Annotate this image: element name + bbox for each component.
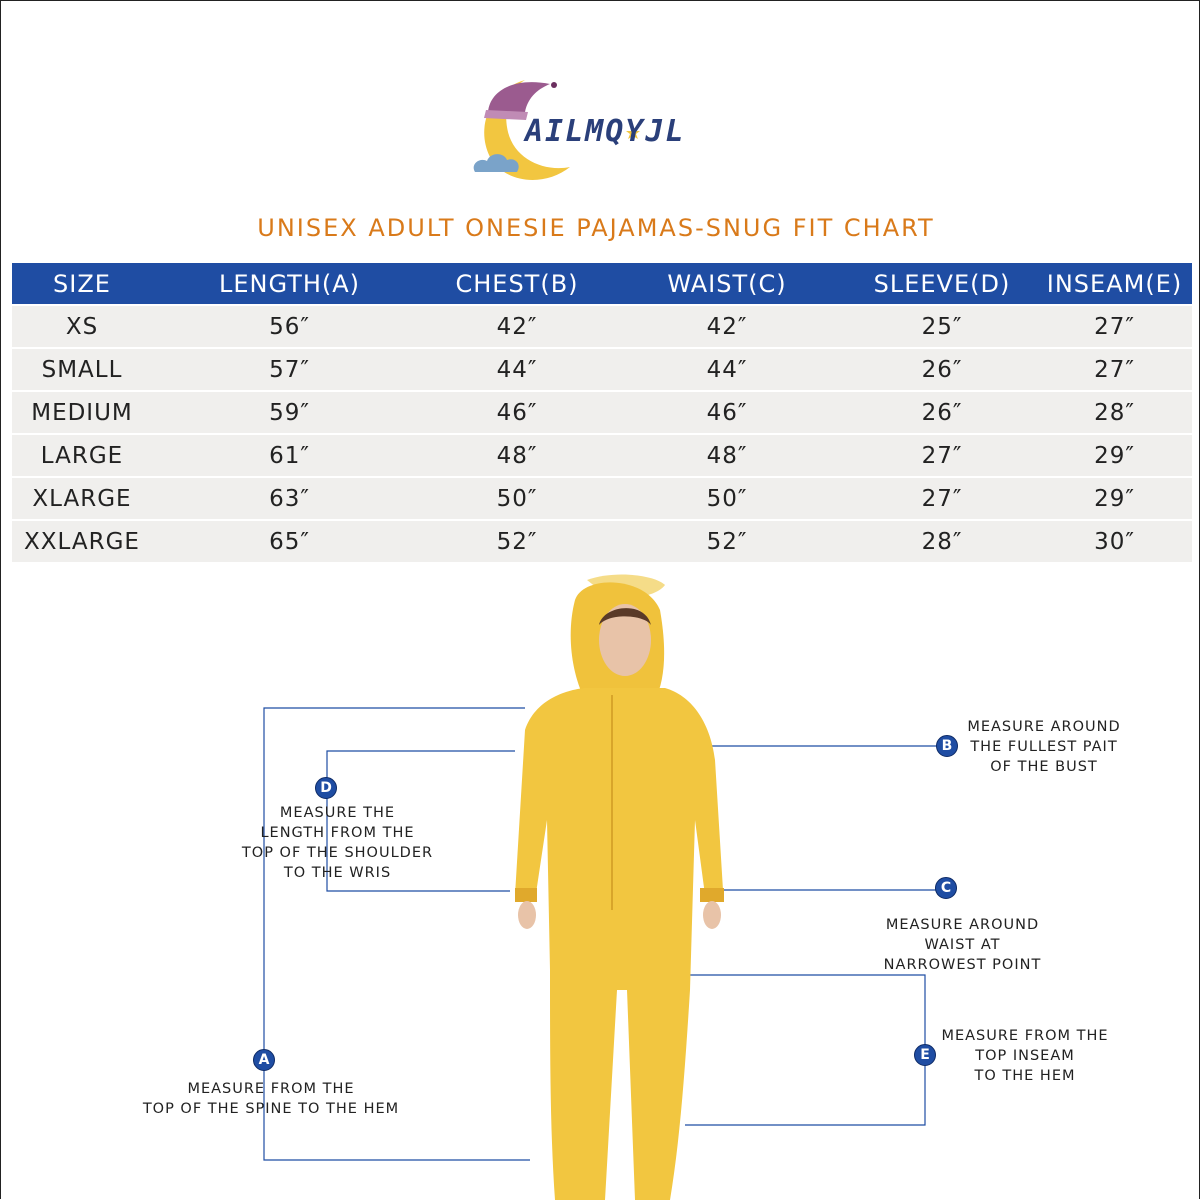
annotation-e [940, 1026, 1110, 1086]
cell-chest: 50″ [496, 485, 538, 512]
annotation-d [240, 803, 435, 883]
table-row [12, 306, 1192, 347]
cell-inseam: 29″ [1094, 442, 1135, 469]
cell-sleeve: 27″ [921, 442, 963, 469]
header-waist: WAIST(C) [667, 269, 787, 298]
cell-inseam: 29″ [1094, 485, 1135, 512]
table-row [12, 478, 1192, 519]
annotation-d-line: TOP OF THE SHOULDER [241, 845, 434, 861]
badge-e: E [914, 1044, 936, 1066]
annotation-c [880, 915, 1045, 975]
measurement-figure [0, 570, 1200, 1200]
brand-name: AILMQYJL [525, 114, 686, 149]
badge-b: B [936, 735, 958, 757]
header-chest: CHEST(B) [455, 269, 579, 298]
cell-size: SMALL [41, 356, 123, 383]
cell-inseam: 28″ [1094, 399, 1135, 426]
cell-size: XS [65, 313, 99, 340]
annotation-b-line: OF THE BUST [990, 759, 1098, 775]
cell-sleeve: 26″ [921, 356, 963, 383]
annotation-a-line: MEASURE FROM THE [187, 1081, 355, 1097]
cell-length: 61″ [269, 442, 310, 469]
header-sleeve: SLEEVE(D) [873, 269, 1011, 298]
cell-sleeve: 25″ [921, 313, 963, 340]
chart-title: UNISEX ADULT ONESIE PAJAMAS-SNUG FIT CHART [257, 214, 935, 242]
cell-chest: 48″ [496, 442, 538, 469]
cell-waist: 50″ [706, 485, 748, 512]
annotation-d-line: MEASURE THE [279, 805, 396, 821]
annotation-a [140, 1079, 402, 1119]
cell-length: 56″ [269, 313, 310, 340]
cell-chest: 44″ [496, 356, 538, 383]
cell-waist: 46″ [706, 399, 748, 426]
header-size: SIZE [53, 269, 111, 298]
cell-chest: 46″ [496, 399, 538, 426]
annotation-b [964, 717, 1124, 777]
table-row [12, 521, 1192, 562]
cell-waist: 48″ [706, 442, 748, 469]
table-header-row [12, 263, 1192, 304]
table-row [12, 435, 1192, 476]
cell-inseam: 27″ [1094, 313, 1135, 340]
header-inseam: INSEAM(E) [1046, 269, 1183, 298]
cell-waist: 42″ [706, 313, 748, 340]
table-row [12, 349, 1192, 390]
cell-chest: 42″ [496, 313, 538, 340]
annotation-b-line: THE FULLEST PAIT [970, 739, 1118, 755]
badge-c: C [935, 877, 957, 899]
cell-length: 63″ [269, 485, 310, 512]
annotation-c-line: WAIST AT [924, 937, 1001, 953]
annotation-d-line: LENGTH FROM THE [260, 825, 415, 841]
annotation-d-line: TO THE WRIS [283, 865, 392, 881]
cell-length: 57″ [269, 356, 310, 383]
badge-d: D [315, 777, 337, 799]
cell-size: MEDIUM [31, 399, 133, 426]
cell-inseam: 30″ [1094, 528, 1135, 555]
cell-size: LARGE [40, 442, 124, 469]
annotation-e-line: TO THE HEM [974, 1068, 1076, 1084]
table-row [12, 392, 1192, 433]
badge-a: A [253, 1049, 275, 1071]
onesie-model-image [495, 570, 755, 1200]
cell-waist: 44″ [706, 356, 748, 383]
annotation-b-line: MEASURE AROUND [967, 719, 1121, 735]
annotation-e-line: TOP INSEAM [975, 1048, 1075, 1064]
cell-length: 65″ [269, 528, 310, 555]
annotation-c-line: MEASURE AROUND [885, 917, 1040, 933]
size-chart-table [12, 263, 1192, 562]
cell-size: XLARGE [32, 485, 132, 512]
annotation-c-line: NARROWEST POINT [883, 957, 1042, 973]
cell-sleeve: 28″ [921, 528, 963, 555]
cell-length: 59″ [269, 399, 310, 426]
cell-sleeve: 26″ [921, 399, 963, 426]
cell-size: XXLARGE [24, 528, 140, 555]
cell-inseam: 27″ [1094, 356, 1135, 383]
cell-chest: 52″ [496, 528, 538, 555]
annotation-e-line: MEASURE FROM THE [941, 1028, 1109, 1044]
header-length: LENGTH(A) [218, 269, 361, 298]
annotation-a-line: TOP OF THE SPINE TO THE HEM [142, 1101, 400, 1117]
cell-waist: 52″ [706, 528, 748, 555]
cell-sleeve: 27″ [921, 485, 963, 512]
